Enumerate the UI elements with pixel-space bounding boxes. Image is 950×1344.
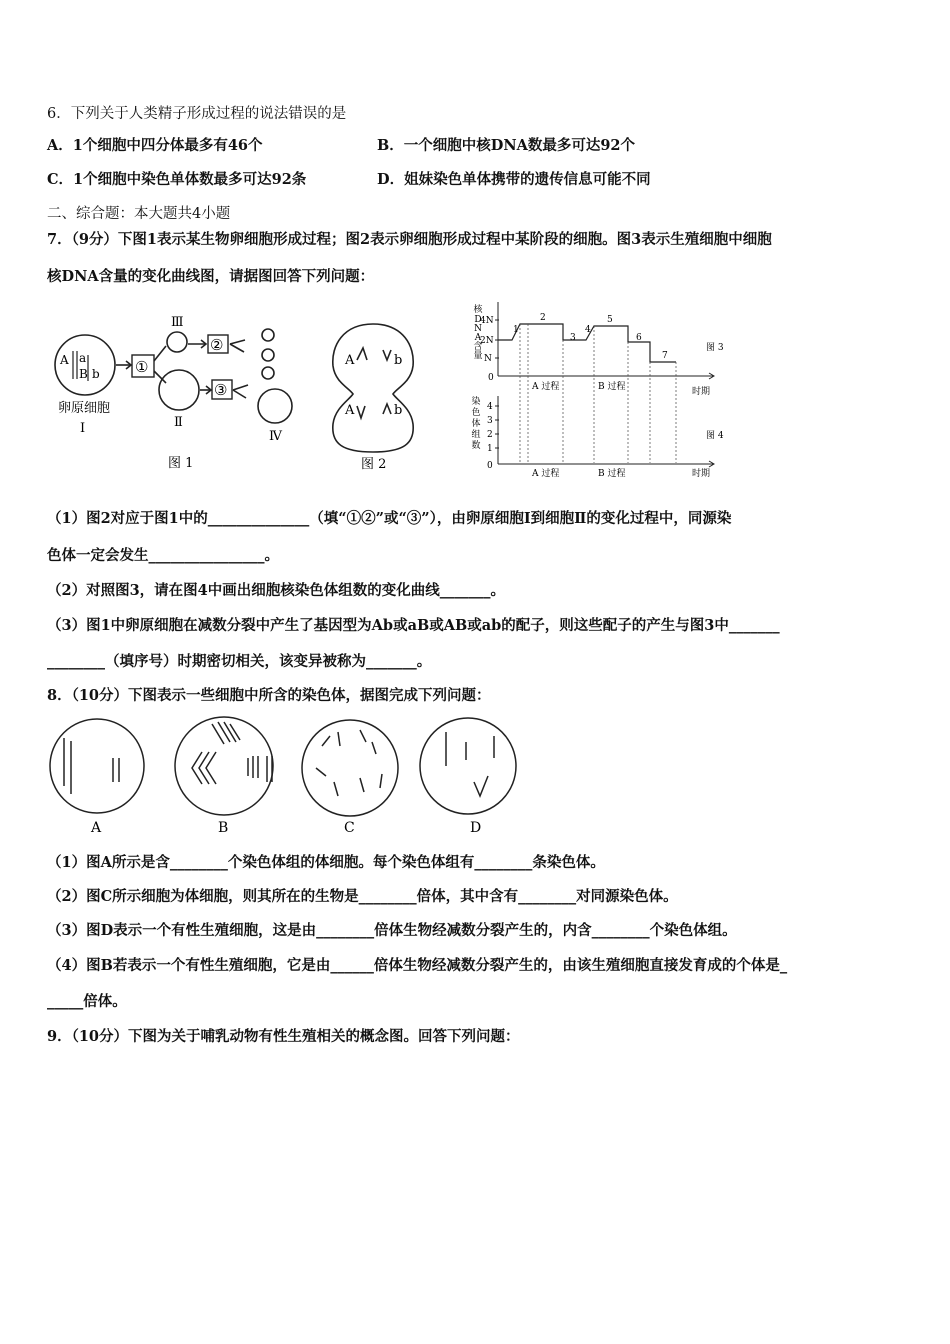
q6-option-b: B．一个细胞中核DNA数最多可达92个 (377, 137, 636, 154)
fig3-stage-labels (513, 313, 668, 361)
section-2-heading: 二、综合题：本大题共4小题 (47, 206, 231, 222)
q8-label-d: D (470, 820, 482, 836)
q7-stem-line2: 核DNA含量的变化曲线图，请据图回答下列问题： (47, 268, 375, 285)
svg-text:数: 数 (471, 441, 481, 451)
fig1-gene-a-upper: A (60, 353, 69, 367)
fig1-label-iii: Ⅲ (171, 315, 184, 330)
fig4-process-b: B 过程 (598, 469, 626, 478)
q6-option-c: C．1个细胞中染色单体数最多可达92条 (47, 171, 307, 188)
fig3-stage-4: 4 (585, 325, 591, 335)
q7-figure-1 (50, 308, 310, 483)
svg-text:染: 染 (471, 397, 481, 407)
fig4-tick-4: 4 (487, 402, 493, 412)
fig3-stage-3: 3 (570, 333, 576, 343)
fig3-stage-5: 5 (607, 315, 613, 325)
fig1-gene-b-lower: b (92, 367, 100, 381)
fig3-ylabel-vertical (473, 303, 483, 361)
q8-label-c: C (344, 820, 355, 836)
fig1-gene-b-upper: B (79, 367, 88, 381)
svg-text:A: A (474, 333, 482, 343)
fig2-bottom-right-gene: b (394, 403, 403, 418)
fig2-bottom-left-gene: A (345, 403, 355, 418)
fig1-box-2: ② (210, 336, 224, 354)
q7-sub3-line1: （3）图1中卵原细胞在减数分裂中产生了基因型为Ab或aB或AB或ab的配子，则这些配子的产生与图3中_______ (47, 617, 780, 634)
q9-stem: 9．（10分）下图为关于哺乳动物有性生殖相关的概念图。回答下列问题： (47, 1028, 520, 1045)
q7-sub1-line2: 色体一定会发生________________。 (47, 547, 279, 564)
q8-sub4-line1: （4）图B若表示一个有性生殖细胞，它是由______倍体生物经减数分裂产生的，由该生殖细胞直接发育成的个体是_ (47, 957, 788, 974)
fig3-stage-6: 6 (636, 333, 642, 343)
svg-text:D: D (474, 315, 482, 325)
q8-sub4-line2: _____倍体。 (47, 993, 127, 1010)
svg-text:N: N (474, 324, 482, 334)
q8-chromosome-figures (42, 716, 532, 838)
fig1-label-oogonium: 卵原细胞 (58, 401, 111, 416)
fig4-tick-3: 3 (487, 416, 493, 426)
q6-option-d: D．姐妹染色单体携带的遗传信息可能不同 (377, 171, 651, 188)
fig1-box-1: ① (135, 358, 149, 376)
svg-text:量: 量 (473, 351, 483, 361)
fig4-xlabel: 时期 (692, 469, 711, 478)
fig4-tick-2: 2 (487, 430, 493, 440)
fig1-gene-a-lower: a (79, 351, 87, 365)
fig4-process-a: A 过程 (532, 469, 560, 478)
q7-stem-line1: 7．（9分）下图1表示某生物卵细胞形成过程；图2表示卵细胞形成过程中某阶段的细胞。图3表示生殖细胞中细胞 (47, 231, 772, 248)
svg-text:色: 色 (471, 408, 481, 418)
fig4-tick-0: 0 (487, 461, 493, 471)
fig3-xlabel: 时期 (692, 387, 711, 397)
fig3-stage-1: 1 (513, 325, 519, 335)
fig3-tick-4n: 4N (480, 316, 494, 326)
q8-label-a: A (91, 820, 102, 836)
fig2-caption: 图 2 (361, 457, 387, 472)
fig3-process-a: A 过程 (532, 382, 560, 392)
svg-text:体: 体 (471, 419, 481, 429)
fig3-label: 图 3 (706, 343, 724, 353)
fig3-process-b: B 过程 (598, 382, 626, 392)
q7-sub2: （2）对照图3，请在图4中画出细胞核染色体组数的变化曲线_______。 (47, 582, 506, 599)
fig3-stage-7: 7 (662, 351, 668, 361)
q8-sub2: （2）图C所示细胞为体细胞，则其所在的生物是________倍体，其中含有________对同源染色体。 (47, 888, 678, 905)
fig2-top-left-gene: A (345, 353, 355, 368)
fig4-label: 图 4 (706, 431, 724, 441)
fig1-label-iv: Ⅳ (269, 429, 282, 444)
q8-label-b: B (218, 820, 229, 836)
q8-stem: 8．（10分）下图表示一些细胞中所含的染色体，据图完成下列问题： (47, 687, 491, 704)
q8-sub1: （1）图A所示是含________个染色体组的体细胞。每个染色体组有________条染色体。 (47, 854, 605, 871)
fig4-ylabel-vertical (471, 395, 480, 451)
q7-figure-2 (325, 318, 425, 478)
fig4-tick-1: 1 (487, 444, 493, 454)
svg-text:组: 组 (471, 430, 481, 440)
fig3-tick-2n: 2N (480, 336, 494, 346)
q6-stem: 6．下列关于人类精子形成过程的说法错误的是 (47, 106, 347, 122)
svg-text:核: 核 (473, 305, 483, 315)
q7-sub3-line2: ________（填序号）时期密切相关，该变异被称为_______。 (47, 653, 432, 670)
q7-sub1-line1: （1）图2对应于图1中的______________（填“①②”或“③”），由卵原细胞Ⅰ到细胞Ⅱ的变化过程中，同源染 (47, 510, 732, 527)
fig1-label-ii: Ⅱ (174, 415, 183, 430)
fig1-box-3: ③ (214, 381, 228, 399)
fig2-top-right-gene: b (394, 353, 403, 368)
fig3-stage-2: 2 (540, 313, 546, 323)
q8-sub3: （3）图D表示一个有性生殖细胞，这是由________倍体生物经减数分裂产生的，内含________个染色体组。 (47, 922, 737, 939)
fig3-tick-n: N (484, 354, 492, 364)
fig1-label-i: Ⅰ (80, 421, 86, 436)
svg-text:含: 含 (473, 342, 483, 352)
fig1-caption: 图 1 (168, 456, 194, 471)
fig3-tick-0: 0 (488, 373, 494, 383)
q6-option-a: A．1个细胞中四分体最多有46个 (47, 137, 263, 154)
q7-figure-3-4 (468, 298, 738, 478)
